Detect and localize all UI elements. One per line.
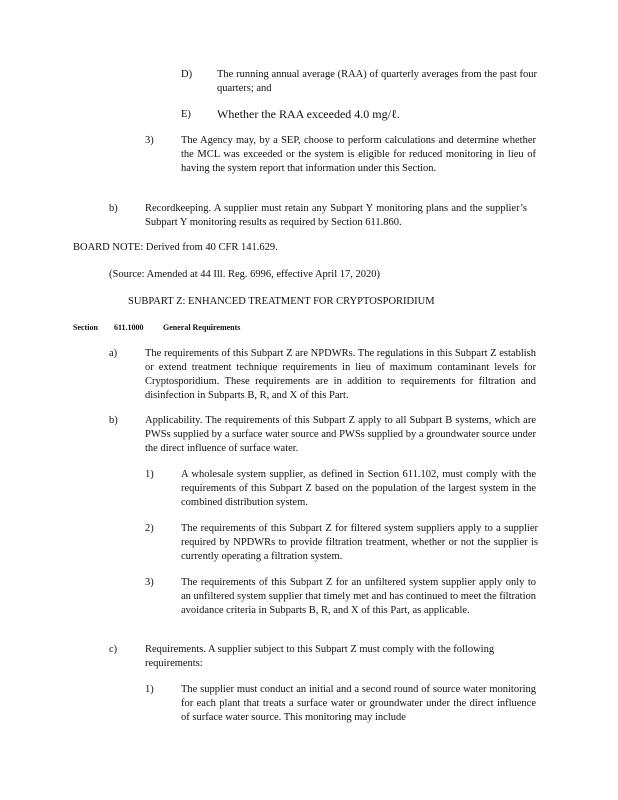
section-b3-text: The requirements of this Subpart Z for an unfiltered system supplier apply only to an unfiltered system supplier that timely met and has continued to meet the filtration avoidance criteria in Subparts B, R, and X of this Part, as applicable. [181, 577, 536, 616]
item-d-label: D) [181, 69, 193, 80]
item-d-text: The running annual average (RAA) of quarterly averages from the past four quarters; and [217, 69, 537, 94]
section-b-label: b) [109, 415, 118, 426]
subpart-heading: SUBPART Z: ENHANCED TREATMENT FOR CRYPTOSPORIDIUM [128, 296, 435, 307]
section-b1-label: 1) [145, 469, 154, 480]
item-b-text: Recordkeeping. A supplier must retain any Subpart Y monitoring plans and the supplier’s Subpart Y monitoring results as required by Section 611.860. [145, 203, 527, 228]
item-e-label: E) [181, 109, 191, 120]
item-b-label: b) [109, 203, 118, 214]
section-b-text: Applicability. The requirements of this Subpart Z apply to all Subpart B systems, which are PWSs supplied by a surface water source and PWSs supplied by a groundwater source under the direct influence of surface water. [145, 415, 536, 454]
section-label: Section [73, 323, 98, 332]
section-a-label: a) [109, 348, 118, 359]
section-b2-label: 2) [145, 523, 154, 534]
section-b1-text: A wholesale system supplier, as defined in Section 611.102, must comply with the requirements of this Subpart Z based on the population of the largest system in the combined distribution system. [181, 469, 536, 508]
item-3-label: 3) [145, 135, 154, 146]
item-e-text: Whether the RAA exceeded 4.0 mg/ℓ. [217, 107, 400, 121]
section-a-text: The requirements of this Subpart Z are NPDWRs. The regulations in this Subpart Z establish or extend treatment technique requirements in lieu of maximum contaminant levels for Cryptosporidium. These requirements are in addition to requirements for filtration and disinfection in Subparts B, R, and X of this Part. [145, 348, 536, 401]
section-c1-text: The supplier must conduct an initial and a second round of source water monitoring for each plant that treats a surface water or groundwater under the direct influence of surface water source. This monitoring may include [181, 684, 536, 723]
section-c-label: c) [109, 644, 118, 655]
section-number: 611.1000 [114, 323, 144, 332]
section-title: General Requirements [163, 323, 241, 332]
section-b2-text: The requirements of this Subpart Z for filtered system suppliers apply to a supplier required by NPDWRs to provide filtration treatment, whether or not the supplier is currently operating a filtration system. [181, 523, 538, 562]
board-note: BOARD NOTE: Derived from 40 CFR 141.629. [73, 242, 278, 253]
source-note: (Source: Amended at 44 Ill. Reg. 6996, effective April 17, 2020) [109, 269, 380, 280]
section-c1-label: 1) [145, 684, 154, 695]
section-c-text: Requirements. A supplier subject to this Subpart Z must comply with the following requirements: [145, 644, 495, 669]
section-b3-label: 3) [145, 577, 154, 588]
item-3-text: The Agency may, by a SEP, choose to perform calculations and determine whether the MCL was exceeded or the system is eligible for reduced monitoring in lieu of having the system report that information under this Section. [181, 135, 536, 174]
